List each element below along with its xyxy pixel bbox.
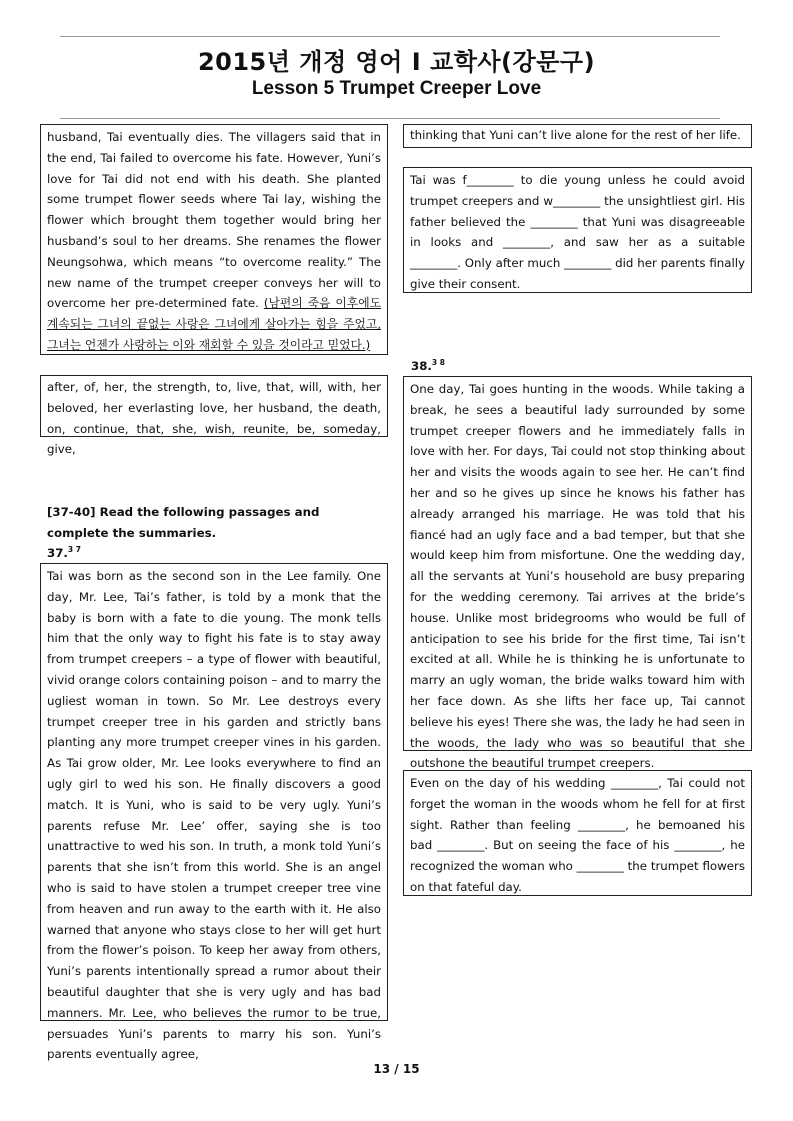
korean-translation-text: (남편의 죽음 이후에도 계속되는 그녀의 끝없는 사랑은 그녀에게 살아가는 힘을 주었고, 그녀는 언젠가 사랑하는 이와 재회할 수 있을 것이라고 믿었다.) xyxy=(47,296,381,352)
header-rule xyxy=(60,118,720,119)
question-37-summary-text: Tai was f________ to die young unless he could avoid trumpet creepers and w________ the unsightliest girl. His father believed the ________ that Yuni was disagreeable in looks and ________, and saw her as a suitable ________. Only after much ________ did her parents finally give their consent. xyxy=(410,173,745,291)
question-37-passage-text: Tai was born as the second son in the Lee family. One day, Mr. Lee, Tai’s father, is told by a monk that the baby is born with a fate to die young. The monk tells him that the only way to fight his fate is to stay away from trumpet creepers – a type of flower with beautiful, vivid orange colors containing poison – and to marry the ugliest woman in town. So Mr. Lee destroys every trumpet creeper tree in his garden and strictly bans planting any more trumpet creeper vines in his garden. As Tai grow older, Mr. Lee looks everywhere to find an ugly girl to wed his son. He finally discovers a good match. It is Yuni, who is said to be very ugly. Yuni’s parents refuse Mr. Lee’ offer, saying she is too unattractive to wed his son. In truth, a monk told Yuni’s parents that she isn’t from this world. She is an angel who is said to have stolen a trumpet creeper tree vine from heaven and run away to the earth with it. He also warned that anyone who stays close to her will get hurt from the flower’s poison. To keep her away from others, Yuni’s parents intentionally spread a rumor about their beautiful daughter that she is very ugly and has bad manners. Mr. Lee, who believes the rumor to be true, persuades Yuni’s parents to marry his son. Yuni’s parents eventually agree, xyxy=(47,569,381,1062)
word-bank-text: after, of, her, the strength, to, live, that, will, with, her beloved, her everlasting love, her husband, the death, on, continue, that, she, wish, reunite, be, someday, give, xyxy=(47,380,381,457)
question-38-label xyxy=(411,356,445,377)
question-38-number: 38. xyxy=(411,359,432,373)
question-38-summary-text: Even on the day of his wedding ________, Tai could not forget the woman in the woods whom he fell for at first sight. Rather than feeling ________, he bemoaned his bad ________. But on seeing the face of his ________, he recognized the woman who ________ the trumpet flowers on that fateful day. xyxy=(410,776,745,894)
question-37-superscript: 3 7 xyxy=(67,545,81,555)
lesson-subtitle: Lesson 5 Trumpet Creeper Love xyxy=(251,78,542,99)
question-37-passage-box xyxy=(40,563,388,1062)
page-number: 13 / 15 xyxy=(373,1062,420,1076)
summary-continuation-text: thinking that Yuni can’t live alone for the rest of her life. xyxy=(410,128,741,142)
question-37-number: 37. xyxy=(47,546,68,560)
question-37-label xyxy=(47,543,81,564)
question-38-passage-text: One day, Tai goes hunting in the woods. While taking a break, he sees a beautiful lady surrounded by some trumpet creeper flowers and he immediately falls in love with her. For days, Tai could not stop thinking about her and visits the woods again to see her. He can’t find her and so he gives up since he knows his father has already arranged his marriage. He was told that his fiancé had an ugly face and a bad temper, but that she would keep him from misfortune. One the wedding day, all the servants at Yuni’s household are busy preparing for the wedding ceremony. Tai arrives at the bride’s house. Unlike most bridegrooms who would be full of anticipation to see his bride for the first time, Tai isn’t excited at all. While he is thinking he is unfortunate to marry an ugly woman, the bride walks toward him with her face down. As she lifts her face up, Tai cannot believe his eyes! There she was, the lady he had seen in the woods, the lady who was so beautiful that she outshone the beautiful trumpet creepers. xyxy=(410,382,745,771)
top-rule xyxy=(60,36,720,37)
page-title: 2015년 개정 영어 I 교학사(강문구) xyxy=(197,48,596,76)
question-38-superscript: 3 8 xyxy=(431,358,445,368)
passage-continuation-text: husband, Tai eventually dies. The villagers said that in the end, Tai failed to overcome his fate. However, Yuni’s love for Tai did not end with his death. She planted some trumpet flower seeds where Tai lay, wishing the flower which brought them together would bring her husband’s soul to her dreams. She renames the flower Neungsohwa, which means “to overcome reality.” The new name of the trumpet creeper conveys her will to overcome her pre-determined fate. xyxy=(47,130,381,311)
summary-continuation-box xyxy=(403,124,752,148)
section-instructions: [37-40] Read the following passages and complete the summaries. xyxy=(47,505,320,540)
word-bank-box xyxy=(40,375,388,457)
question-38-summary-box xyxy=(403,770,752,896)
passage-continuation-box xyxy=(40,124,388,355)
question-38-passage-box xyxy=(403,376,752,771)
question-37-summary-box xyxy=(403,167,752,293)
